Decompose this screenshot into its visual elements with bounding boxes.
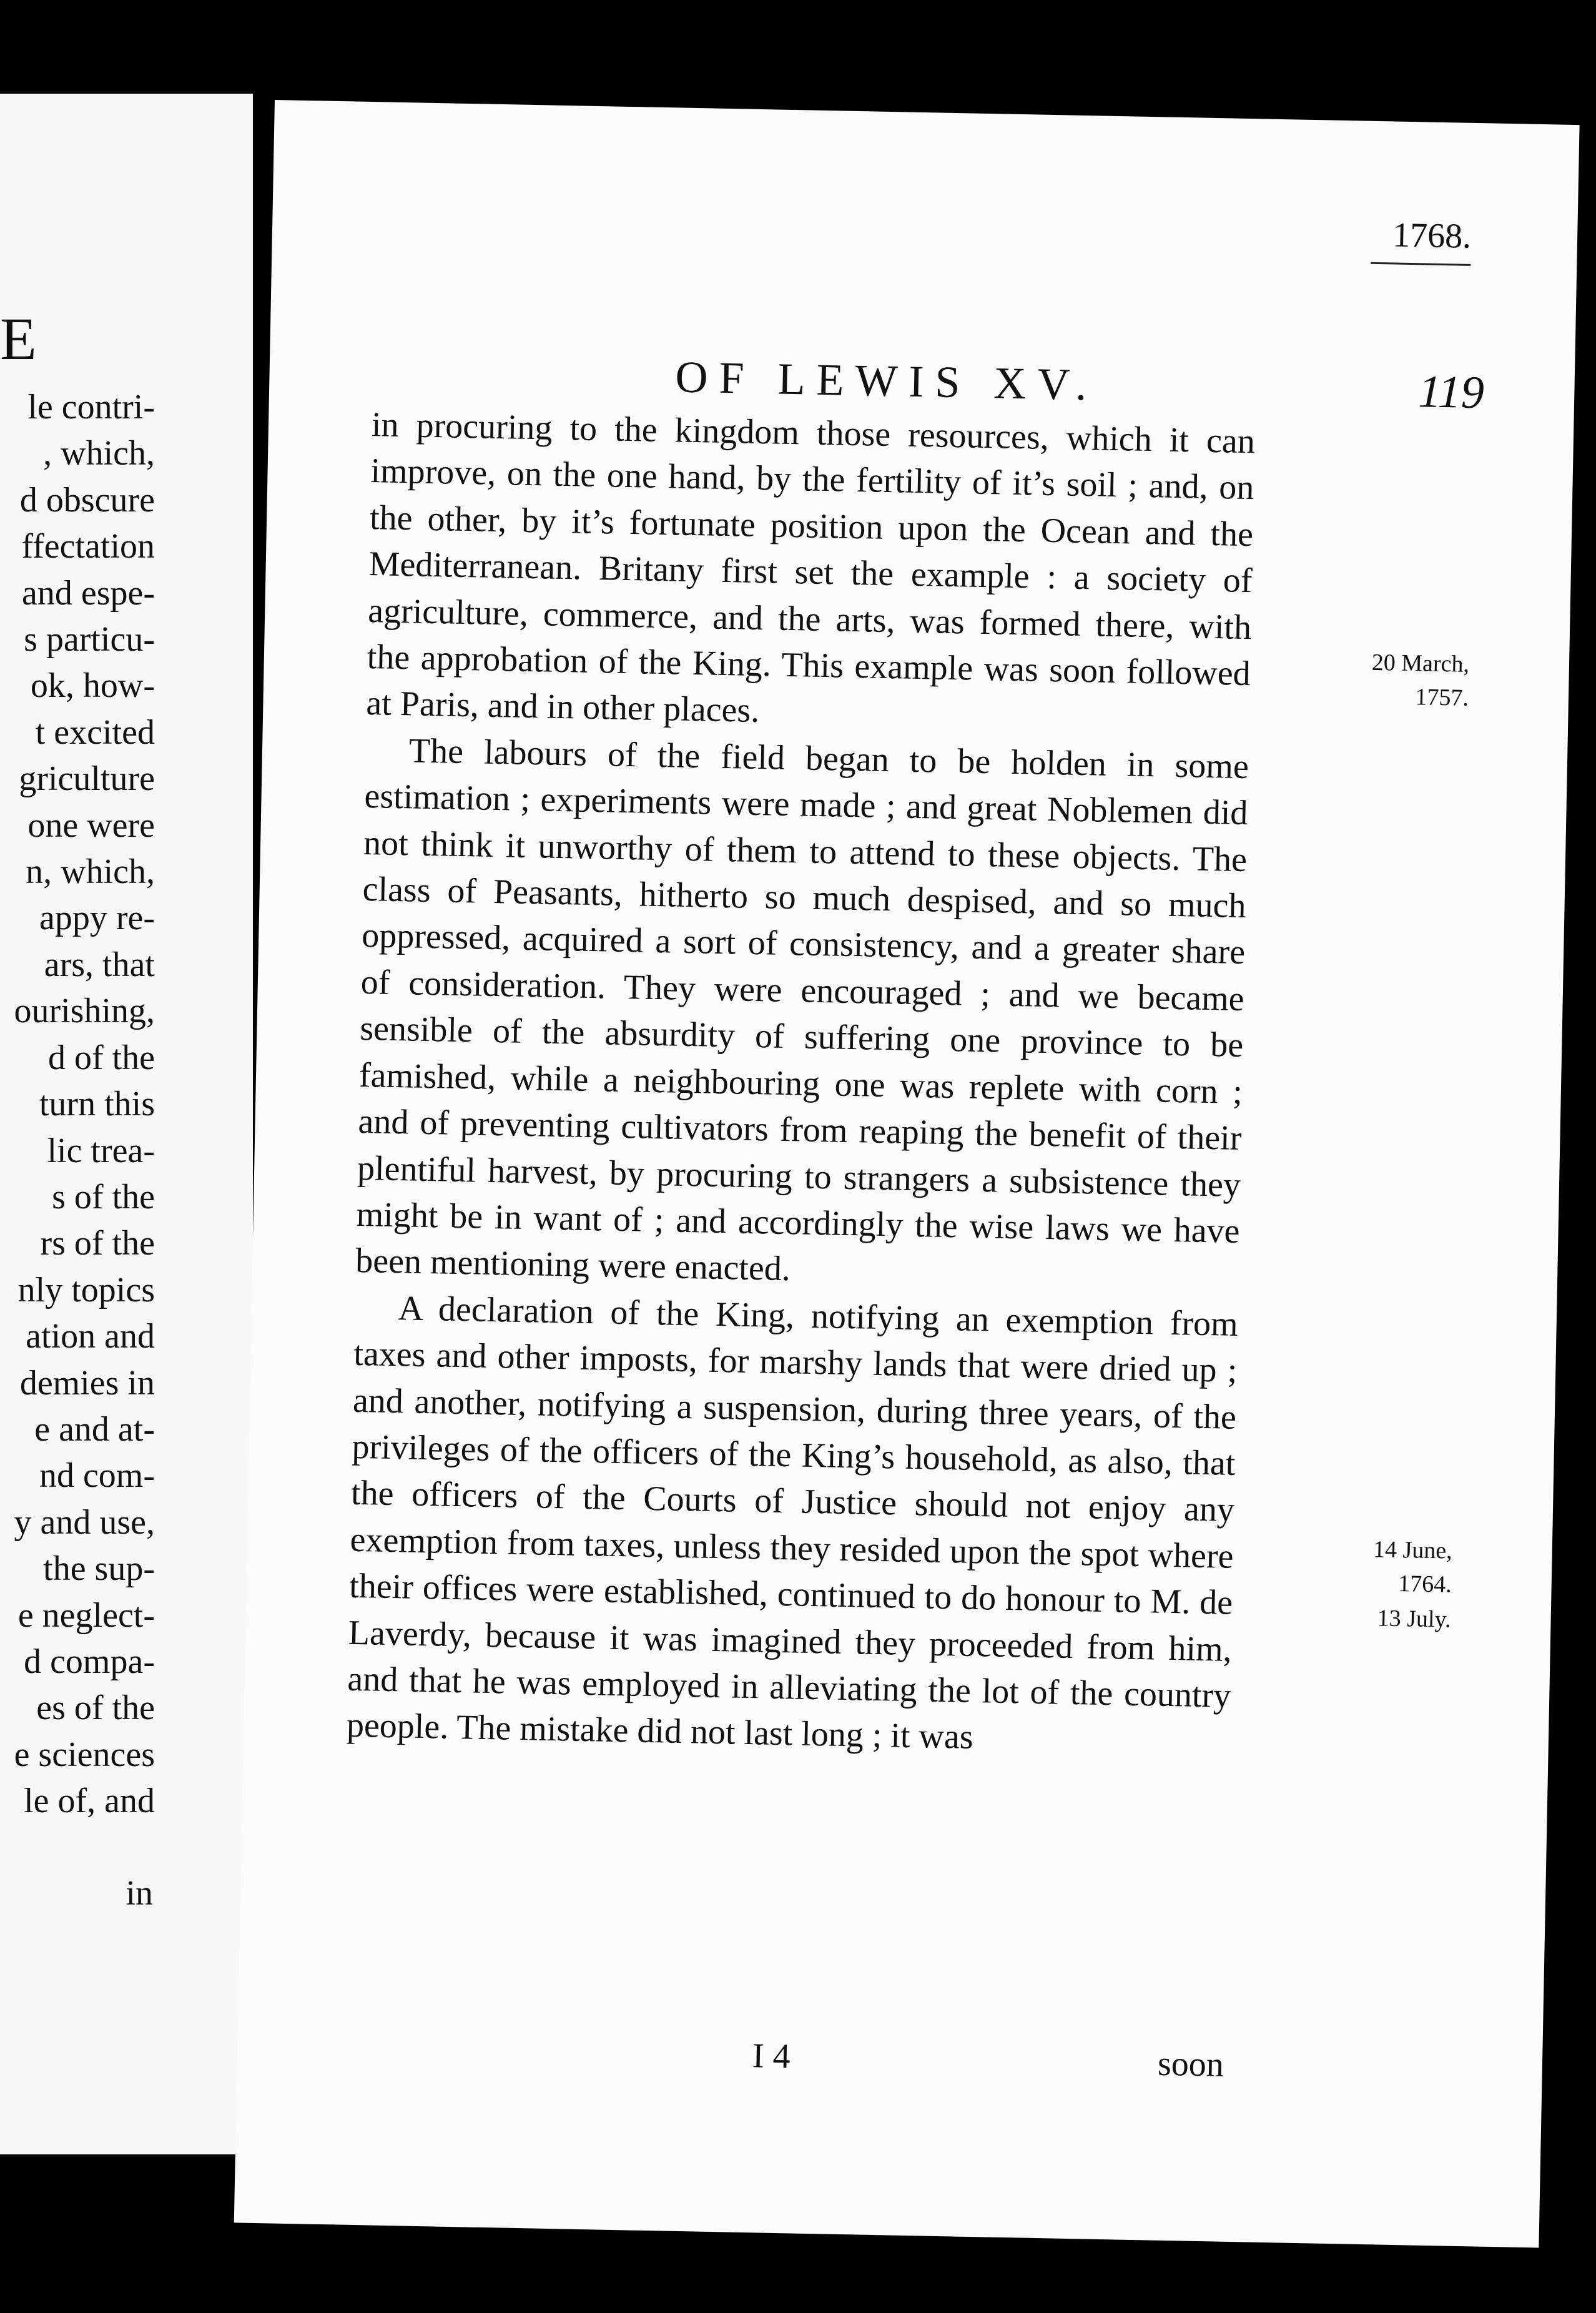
left-page-line-fragment: e sciences — [14, 1735, 155, 1774]
margin-note-date: 13 July. — [1377, 1605, 1452, 1633]
margin-note-date: 14 June, 1764. — [1372, 1536, 1453, 1598]
left-page-line-fragment: s of the — [52, 1177, 155, 1216]
left-page-line-fragment: ars, that — [44, 945, 155, 984]
left-page-line-fragment: e neglect- — [17, 1595, 155, 1635]
page-number: 119 — [1417, 366, 1485, 419]
left-page-line-fragment: nd com- — [39, 1456, 155, 1496]
margin-note-date: 20 March, 1757. — [1371, 649, 1470, 711]
signature-mark: I 4 — [752, 2036, 791, 2076]
right-page — [234, 100, 1580, 2247]
left-page-line-fragment: griculture — [19, 759, 155, 799]
left-page-line-fragment: demies in — [19, 1363, 155, 1403]
paragraph: in procuring to the kingdom those resources, which it can improve, on the one hand, by the fertility of it’s soil ; and, on the other, by it’s fortunate position upon the Ocean and the Mediterranean. Britany first set the example : a society of agriculture, commerce, and the arts, was formed there, with the approbation of the King. This example was soon followed at Paris, and in other places. — [365, 405, 1256, 731]
page-footer — [340, 2028, 1224, 2095]
left-page-line-fragment: e and at- — [34, 1409, 155, 1449]
left-page-line-fragment: y and use, — [14, 1502, 155, 1542]
left-page-line-fragment: t excited — [35, 713, 155, 752]
left-page-line-fragment: , which, — [43, 434, 155, 473]
left-page-line-fragment: turn this — [39, 1085, 155, 1124]
running-title: OF LEWIS XV. — [674, 352, 1098, 410]
left-page-line-fragment: appy re- — [39, 899, 155, 938]
left-page-line-fragment: ffectation — [21, 527, 155, 566]
left-page-line-fragment: one were — [27, 806, 155, 845]
left-page-line-fragment: s particu- — [24, 620, 155, 659]
left-page-line-fragment: n, which, — [26, 852, 155, 892]
left-page-fragment — [0, 94, 253, 2154]
left-page-line-fragment: lic trea- — [47, 1131, 155, 1170]
paragraph: The labours of the field began to be holden in some estimation ; experiments were made ; and great Noblemen did not think it unworthy of them to attend to these objects. The class of Peasants, hitherto so much despised, and so much oppressed, acquired a sort of consistency, and a greater share of consideration. They were encouraged ; and we became sensible of the absurdity of suffering one province to be famished, while a neighbouring one was replete with corn ; and of preventing cultivators from reaping the benefit of their plentiful harvest, by procuring to strangers a subsistence they might be in want of ; and accordingly the wise laws we have been mentioning were enacted. — [355, 731, 1249, 1289]
margin-year: 1768. — [1371, 215, 1471, 266]
left-page-catchword: in — [126, 1874, 153, 1913]
left-page-line-fragment: es of the — [36, 1689, 155, 1728]
left-page-line-fragment: d of the — [47, 1038, 155, 1077]
paragraph: A declaration of the King, notifying an exemption from taxes and other imposts, for marshy lands that were dried up ; and another, notifying a suspension, during three years, of the privileges of the officers of the King’s household, as also, that the officers of the Courts of Justice should not enjoy any exemption from taxes, unless they resided upon the spot where their offices were established, continued to do honour to M. de Laverdy, because it was imagined they proceeded from him, and that he was employed in alleviating the lot of the country people. The mistake did not last long ; it was — [346, 1288, 1239, 1757]
left-page-line-fragment: le of, and — [24, 1782, 155, 1821]
body-text — [346, 402, 1255, 1766]
left-page-line-fragment: ation and — [26, 1317, 155, 1356]
left-page-line-fragment: rs of the — [40, 1224, 155, 1263]
left-page-line-fragment: the sup- — [43, 1549, 155, 1589]
left-page-heading-letter: E — [0, 305, 37, 372]
left-page-line-fragment: le contri- — [27, 388, 155, 427]
left-page-line-fragment: d obscure — [19, 480, 155, 520]
left-page-line-fragment: d compa- — [24, 1642, 155, 1681]
left-page-line-fragment: ourishing, — [14, 992, 155, 1031]
catchword: soon — [1157, 2044, 1224, 2084]
left-page-line-fragment: ok, how- — [30, 666, 155, 706]
left-page-text-fragments — [0, 384, 155, 1825]
left-page-line-fragment: and espe- — [21, 573, 155, 613]
left-page-line-fragment: nly topics — [17, 1270, 155, 1309]
